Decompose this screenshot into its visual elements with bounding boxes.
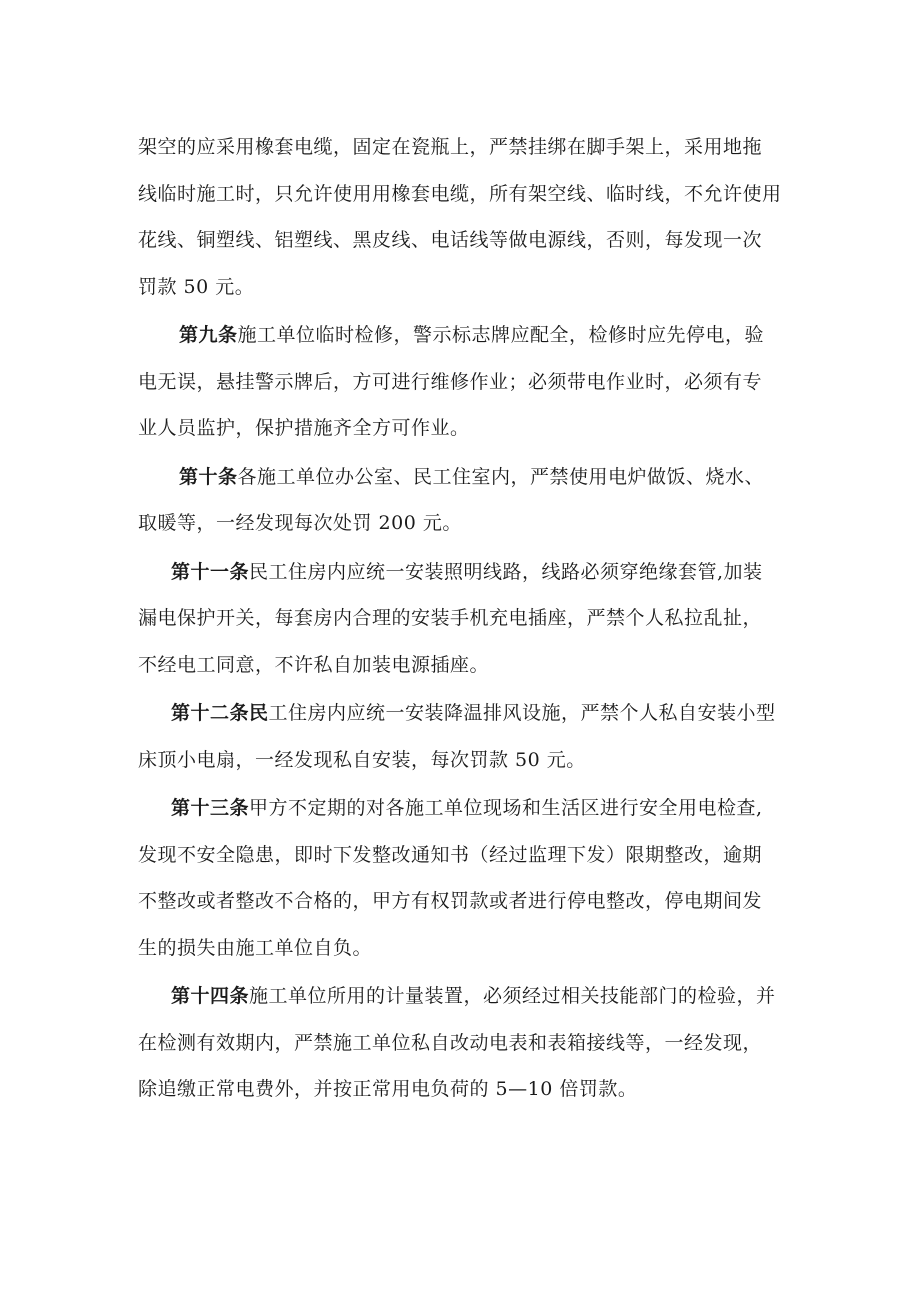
text-line: 罚款 50 元。: [138, 275, 255, 298]
text-line: 不经电工同意，不许私自加装电源插座。: [138, 653, 490, 676]
text-line: 除追缴正常电费外，并按正常用电负荷的 5—10 倍罚款。: [138, 1078, 638, 1100]
article-11: [138, 549, 798, 689]
article-14: [138, 973, 798, 1113]
article-text: 施工单位临时检修，警示标志牌应配全，检修时应先停电，验: [237, 324, 765, 346]
text-line: 在检测有效期内，严禁施工单位私自改动电表和表箱接线等，一经发现，: [138, 1031, 763, 1054]
article-title: 第十四条: [171, 985, 250, 1007]
text-line: 床顶小电扇，一经发现私自安装，每次罚款 50 元。: [138, 748, 586, 771]
text-line: 取暖等，一经发现每次处罚 200 元。: [138, 512, 462, 534]
article-title: 第十条: [179, 465, 238, 488]
article-text: 施工单位所用的计量装置，必须经过相关技能部门的检验，并: [249, 985, 776, 1007]
article-title: 第十三条: [171, 797, 250, 819]
article-title: 第九条: [179, 324, 238, 346]
document-page: [138, 124, 798, 1113]
article-10: [138, 454, 798, 547]
text-line: 生的损失由施工单位自负。: [138, 936, 373, 959]
text-line: 架空的应采用橡套电缆，固定在瓷瓶上，严禁挂绑在脚手架上，采用地拖: [138, 136, 763, 158]
article-first-line: [138, 973, 798, 1020]
article-9: [138, 312, 798, 452]
text-line: 电无误，悬挂警示牌后，方可进行维修作业；必须带电作业时，必须有专: [138, 370, 763, 393]
article-13: [138, 785, 798, 971]
article-first-line: [138, 549, 798, 596]
text-line: 业人员监护，保护措施齐全方可作业。: [138, 417, 470, 439]
article-text: 工住房内应统一安装降温排风设施，严禁个人私自安装小型: [268, 702, 776, 724]
text-line: 线临时施工时，只允许使用用橡套电缆，所有架空线、临时线，不允许使用: [138, 182, 782, 205]
paragraph-continuation: [138, 124, 798, 310]
text-line: 花线、铜塑线、铝塑线、黑皮线、电话线等做电源线，否则，每发现一次: [138, 229, 763, 251]
article-text: 各施工单位办公室、民工住室内，严禁使用电炉做饭、烧水、: [237, 465, 765, 488]
text-line: 发现不安全隐患，即时下发整改通知书（经过监理下发）限期整改，逾期: [138, 843, 763, 866]
article-first-line: [138, 312, 798, 359]
text-line: 不整改或者整改不合格的，甲方有权罚款或者进行停电整改，停电期间发: [138, 890, 763, 912]
article-first-line: [138, 785, 798, 832]
text-line: 漏电保护开关，每套房内合理的安装手机充电插座，严禁个人私拉乱扯，: [138, 607, 763, 629]
article-first-line: [138, 690, 798, 737]
article-12: [138, 690, 798, 783]
article-text: 甲方不定期的对各施工单位现场和生活区进行安全用电检查,: [249, 797, 763, 819]
article-title: 第十一条: [171, 560, 250, 583]
article-first-line: [138, 454, 798, 501]
article-text: 民工住房内应统一安装照明线路，线路必须穿绝缘套管,加装: [249, 560, 763, 583]
article-title: 第十二条民: [171, 702, 269, 724]
